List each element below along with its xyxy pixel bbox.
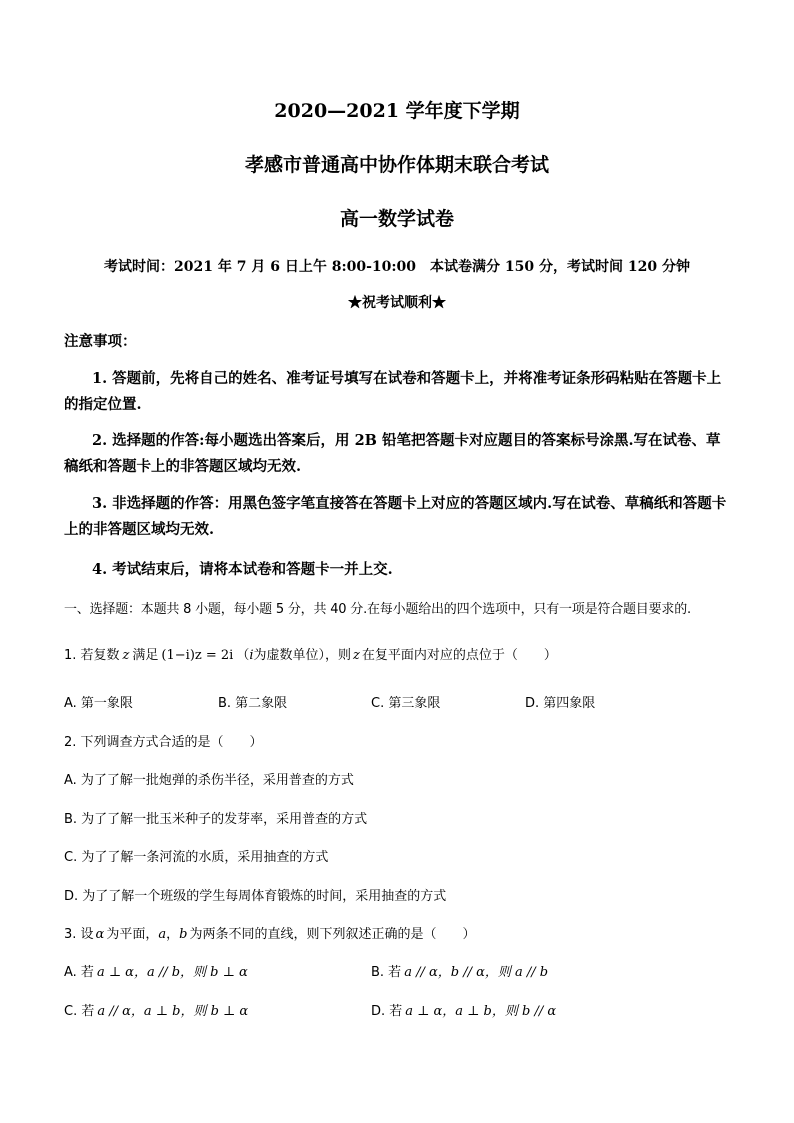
question-1-option-a: A. 第一象限 [64,696,133,711]
exam-info: 考试时间：2021 年 7 月 6 日上午 8:00-10:00 本试卷满分 150 分，考试时间 120 分钟 [104,259,690,275]
paper-title: 高一数学试卷 [339,208,454,230]
notice-item: 2. 选择题的作答:每小题选出答案后，用 2B 铅笔把答题卡对应题目的答案标号涂黑.写在试卷、草稿纸和答题卡上的非答题区域均无效. [64,432,721,475]
notice-item: 4. 考试结束后，请将本试卷和答题卡一并上交. [92,561,393,578]
year-term-title: 2020—2021 学年度下学期 [274,100,520,122]
good-luck-line: ★祝考试顺利★ [348,295,446,311]
notice-item: 1. 答题前，先将自己的姓名、准考证号填写在试卷和答题卡上，并将准考证条形码粘贴在答题卡上的指定位置. [64,370,722,413]
question-3-stem: 3. 设 α 为平面，a，b 为两条不同的直线，则下列叙述正确的是（ ） [64,927,476,942]
notices-heading: 注意事项： [64,333,137,350]
question-2-option-a: A. 为了了解一批炮弹的杀伤半径，采用普查的方式 [64,773,354,788]
question-2-stem: 2. 下列调查方式合适的是（ ） [64,735,263,750]
question-1-option-b: B. 第二象限 [218,696,288,711]
question-1-stem: 1. 若复数 z 满足 (1−i)z = 2i （i为虚数单位），则 z 在复平面内对应的点位于（ ） [64,648,557,663]
exam-name-title: 孝感市普通高中协作体期末联合考试 [244,154,549,176]
question-2-option-c: C. 为了了解一条河流的水质，采用抽查的方式 [64,850,329,865]
question-3-option-b: B. 若 a // α，b // α，则 a // b [371,965,549,980]
question-1-option-c: C. 第三象限 [371,696,441,711]
question-3-option-d: D. 若 a ⊥ α，a ⊥ b，则 b // α [371,1004,557,1019]
question-3-option-c: C. 若 a // α，a ⊥ b，则 b ⊥ α [64,1004,249,1019]
question-2-option-d: D. 为了了解一个班级的学生每周体育锻炼的时间，采用抽查的方式 [64,889,447,904]
question-1-option-d: D. 第四象限 [525,696,596,711]
question-3-option-a: A. 若 a ⊥ α，a // b，则 b ⊥ α [64,965,248,980]
question-2-option-b: B. 为了了解一批玉米种子的发芽率，采用普查的方式 [64,812,368,827]
notice-item: 3. 非选择题的作答：用黑色签字笔直接答在答题卡上对应的答题区域内.写在试卷、草稿纸和答题卡上的非答题区域均无效. [64,495,727,538]
section-heading: 一、选择题：本题共 8 小题，每小题 5 分，共 40 分.在每小题给出的四个选项中，只有一项是符合题目要求的. [64,602,691,617]
